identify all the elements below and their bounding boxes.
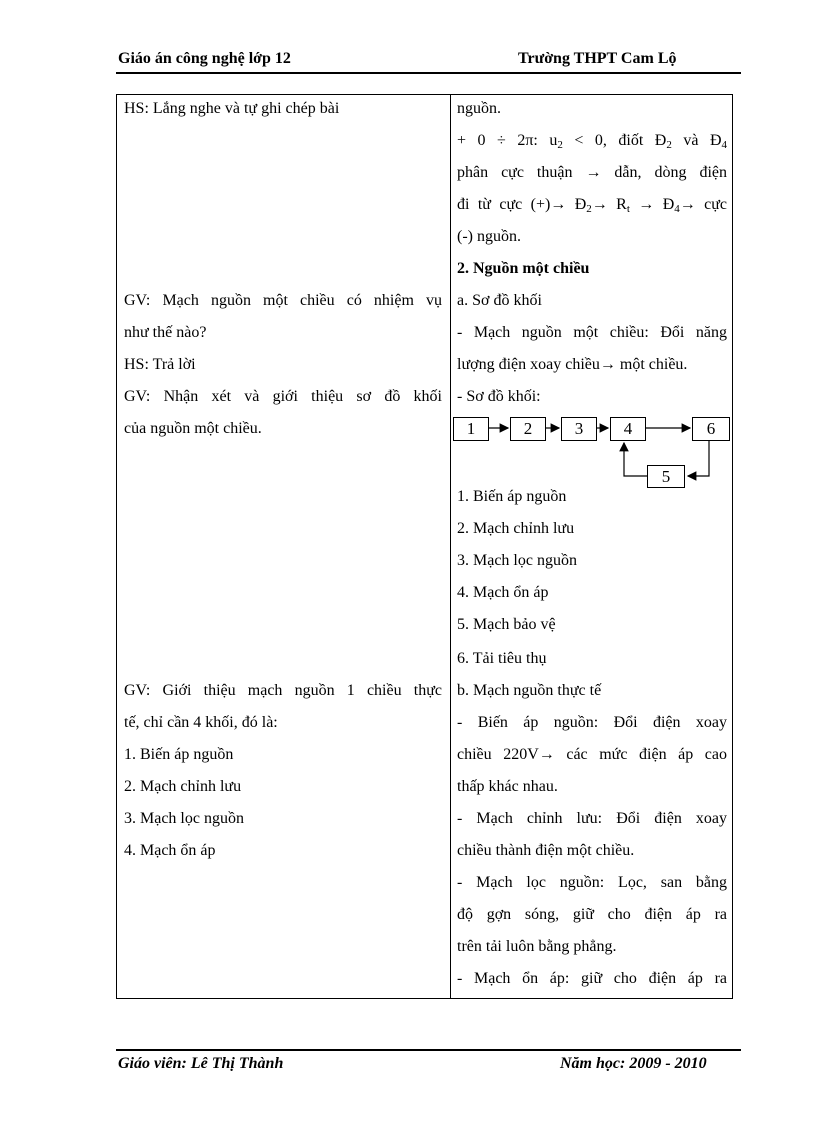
footer-rule: [116, 1049, 741, 1051]
block-list-item: 5. Mạch bảo vệ: [457, 616, 556, 633]
right-line: đi từ cực (+)→ $Đ_2\to R_t$ → $Đ_4\to$ cực: [457, 196, 728, 215]
right-line: - Biến áp nguồn: Đổi điện xoay: [457, 714, 727, 731]
footer-school-year: Năm học: 2009 - 2010: [560, 1055, 707, 1072]
block-list-item: 1. Biến áp nguồn: [457, 488, 567, 505]
block-list-item: 3. Mạch lọc nguồn: [457, 552, 577, 569]
right-line: (-) nguồn.: [457, 228, 521, 245]
right-line: thấp khác nhau.: [457, 778, 558, 795]
right-line: chiều thành điện một chiều.: [457, 842, 635, 859]
arrow-icon: →: [679, 196, 696, 213]
diagram-block-1: 1: [453, 417, 489, 441]
right-line: trên tải luôn bằng phẳng.: [457, 938, 617, 955]
right-line: + 0 ÷ 2π: $u_2 < 0$, điốt $Đ_2$ và $Đ_4$: [457, 132, 728, 151]
right-line: - Mạch ổn áp: giữ cho điện áp ra: [457, 970, 727, 987]
right-line: phân cực thuận → dẫn, dòng điện: [457, 164, 727, 181]
right-line: - Mạch nguồn một chiều: Đổi năng: [457, 324, 727, 341]
left-line: như thế nào?: [124, 324, 207, 341]
left-line: 1. Biến áp nguồn: [124, 746, 234, 763]
left-line: HS: Trả lời: [124, 356, 196, 373]
left-line: tế, chỉ cần 4 khối, đó là:: [124, 714, 278, 731]
arrow-icon: →: [550, 196, 567, 213]
diagram-block-6: 6: [692, 417, 730, 441]
diagram-block-2: 2: [510, 417, 546, 441]
right-line: - Mạch lọc nguồn: Lọc, san bằng: [457, 874, 727, 891]
left-line: GV: Nhận xét và giới thiệu sơ đồ khối: [124, 388, 442, 405]
block-list-item: 2. Mạch chỉnh lưu: [457, 520, 575, 537]
block-list-item: 4. Mạch ổn áp: [457, 584, 549, 601]
arrow-icon: →: [585, 164, 602, 181]
right-line: - Mạch chỉnh lưu: Đổi điện xoay: [457, 810, 727, 827]
right-line: độ gợn sóng, giữ cho điện áp ra: [457, 906, 727, 923]
left-line: GV: Mạch nguồn một chiều có nhiệm vụ: [124, 292, 442, 309]
left-line: 3. Mạch lọc nguồn: [124, 810, 244, 827]
arrow-icon: →: [599, 356, 616, 373]
right-line: lượng điện xoay chiều→ một chiều.: [457, 356, 688, 373]
section-heading: 2. Nguồn một chiều: [457, 260, 590, 277]
left-line: 2. Mạch chỉnh lưu: [124, 778, 242, 795]
left-line: HS: Lắng nghe và tự ghi chép bài: [124, 100, 340, 117]
header-school: Trường THPT Cam Lộ: [518, 50, 677, 67]
left-line: GV: Giới thiệu mạch nguồn 1 chiều thực: [124, 682, 442, 699]
footer-teacher: Giáo viên: Lê Thị Thành: [118, 1055, 284, 1072]
diagram-block-5: 5: [647, 465, 685, 488]
right-line: - Sơ đồ khối:: [457, 388, 541, 405]
left-line: 4. Mạch ổn áp: [124, 842, 216, 859]
arrow-icon: →: [538, 746, 555, 763]
left-line: của nguồn một chiều.: [124, 420, 262, 437]
diagram-block-4: 4: [610, 417, 646, 441]
header-subject: Giáo án công nghệ lớp 12: [118, 50, 291, 67]
arrow-icon: →: [638, 196, 655, 213]
right-line: chiều 220V→ các mức điện áp cao: [457, 746, 728, 763]
diagram-block-3: 3: [561, 417, 597, 441]
block-list-item: 6. Tải tiêu thụ: [457, 650, 547, 667]
right-line: b. Mạch nguồn thực tế: [457, 682, 602, 699]
arrow-icon: →: [591, 196, 608, 213]
right-line: nguồn.: [457, 100, 501, 117]
right-line: a. Sơ đồ khối: [457, 292, 542, 309]
